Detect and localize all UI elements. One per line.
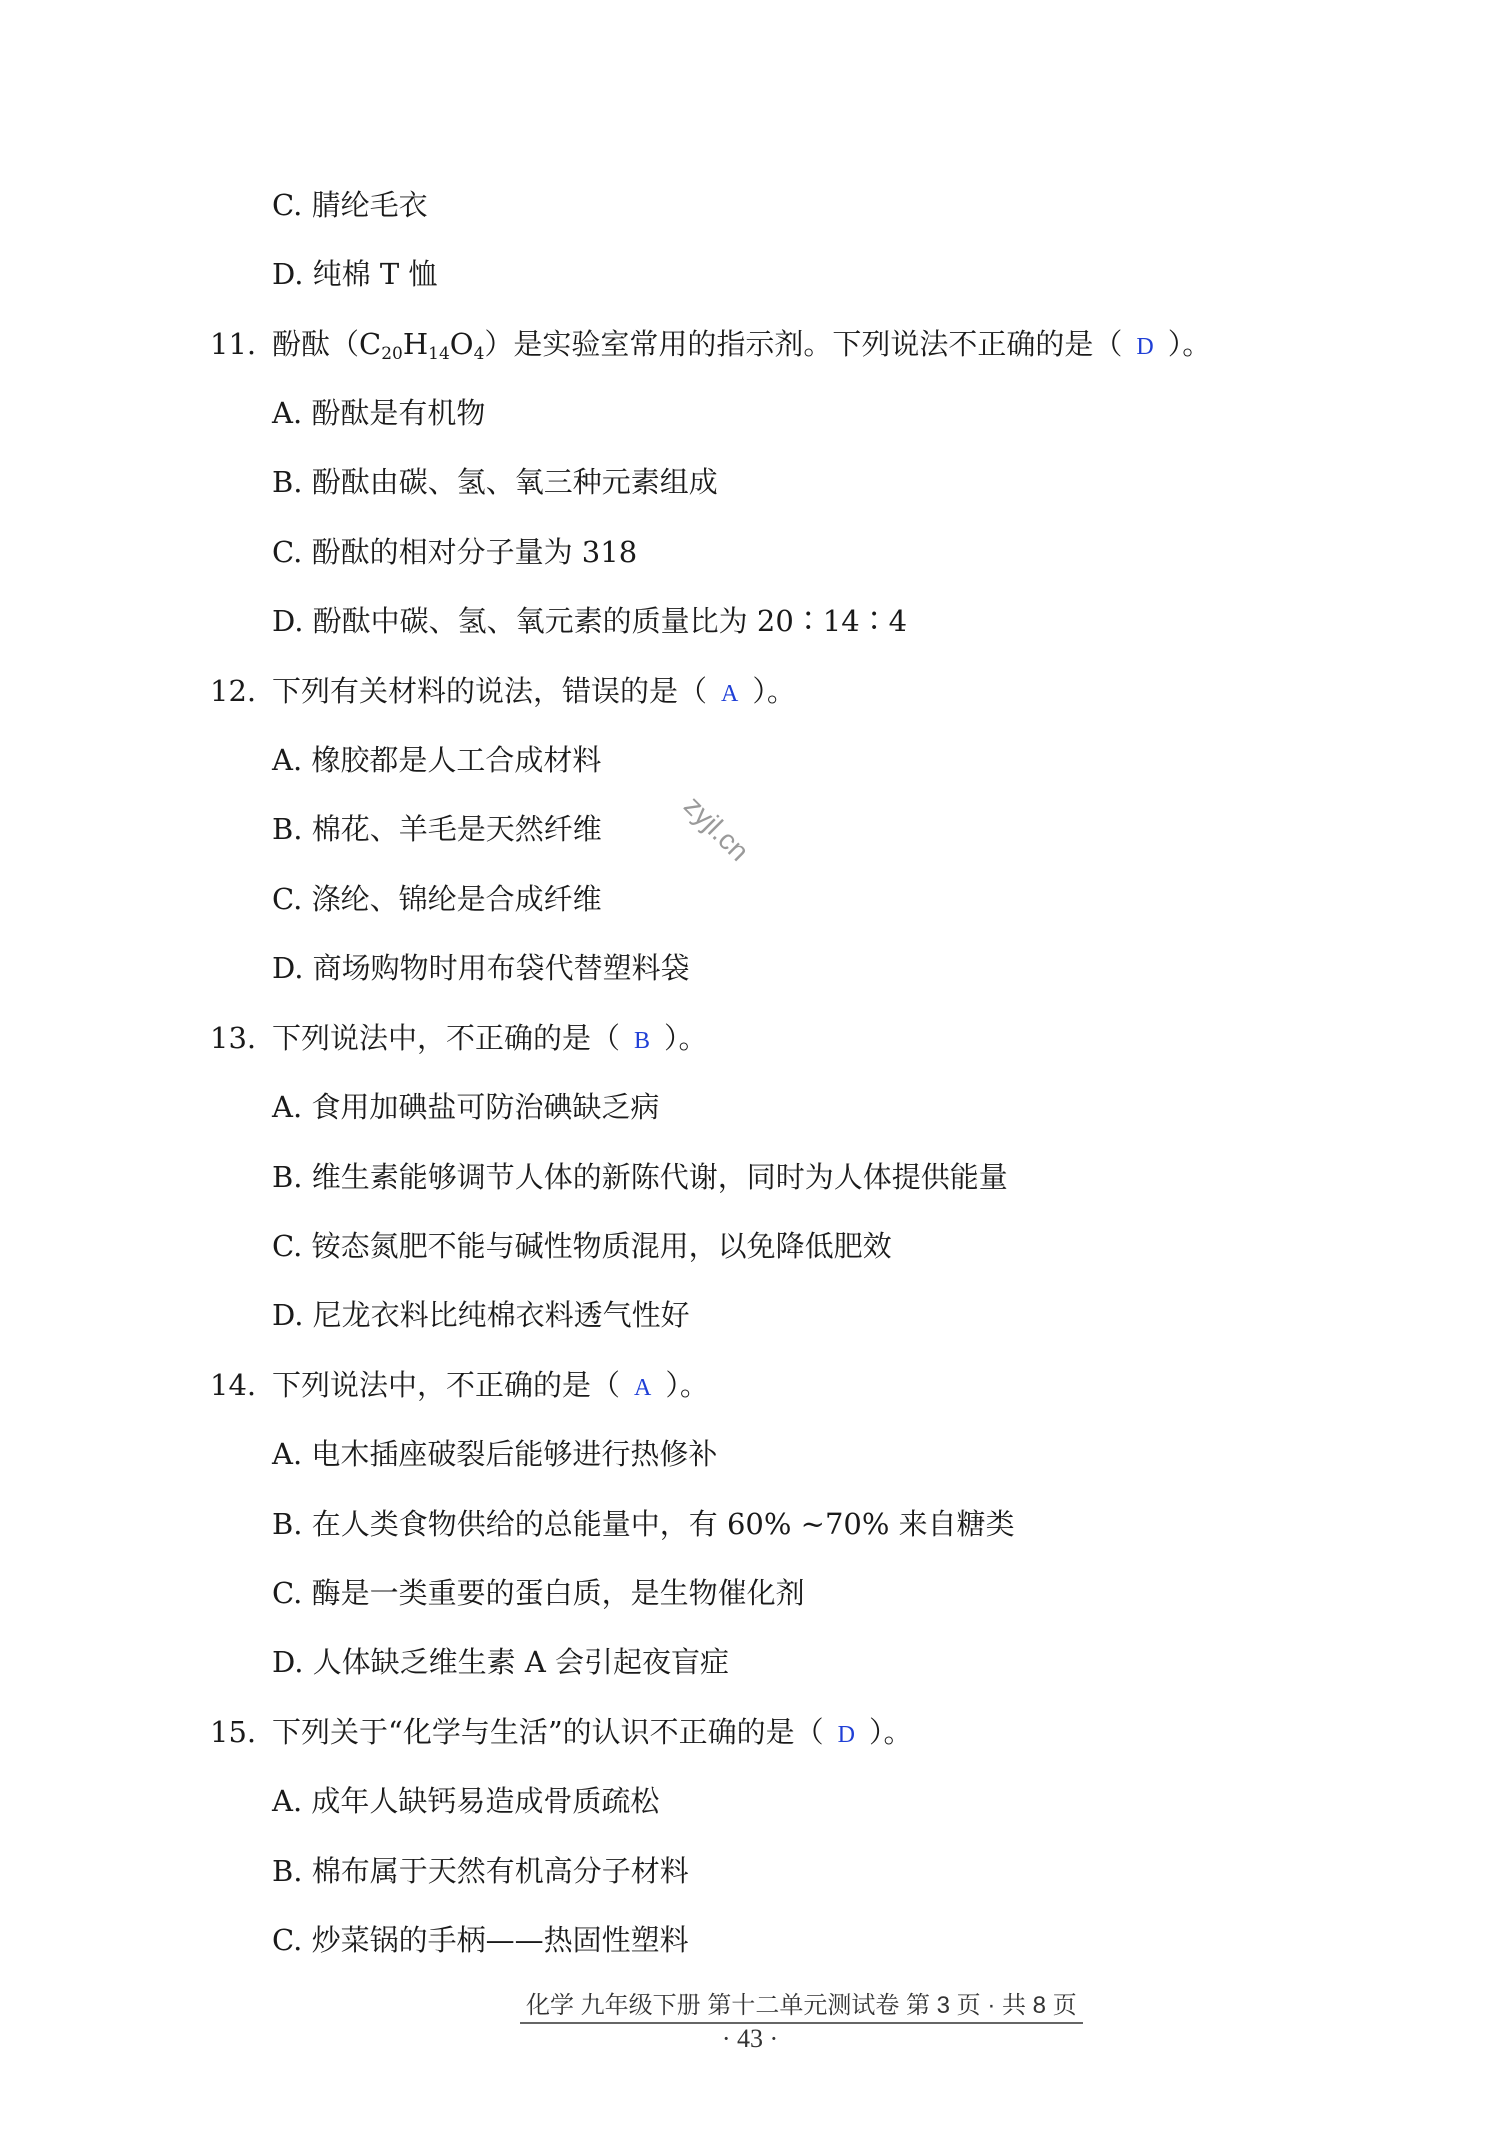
q13-option-a: A. 食用加碘盐可防治碘缺乏病: [272, 1090, 660, 1124]
q12-option-c: C. 涤纶、锦纶是合成纤维: [272, 882, 602, 916]
question-14-stem: [210, 1365, 709, 1408]
question-number: 12.: [210, 674, 257, 708]
q10-option-d: D. 纯棉 T 恤: [272, 257, 438, 291]
q11-option-a: A. 酚酞是有机物: [272, 396, 486, 430]
q11-option-c: C. 酚酞的相对分子量为 318: [272, 535, 638, 569]
stem-text: 酚酞（C: [272, 327, 382, 361]
q12-option-a: A. 橡胶都是人工合成材料: [272, 743, 602, 777]
question-13-stem: [210, 1018, 708, 1061]
stem-text: 下列说法中，不正确的是（: [272, 1368, 621, 1402]
q15-option-b: B. 棉布属于天然有机高分子材料: [272, 1854, 689, 1888]
stem-text: ）。: [869, 1715, 913, 1749]
stem-text: 下列有关材料的说法，错误的是（: [272, 674, 708, 708]
question-11-stem: [210, 324, 1211, 374]
stem-text: 下列关于“化学与生活”的认识不正确的是（: [272, 1715, 824, 1749]
q12-option-d: D. 商场购物时用布袋代替塑料袋: [272, 951, 690, 985]
subscript: 4: [473, 344, 485, 364]
watermark: zyjl.cn: [678, 790, 756, 867]
q11-option-d: D. 酚酞中碳、氢、氧元素的质量比为 20∶14∶4: [272, 604, 908, 638]
stem-text: ）是实验室常用的指示剂。下列说法不正确的是（: [484, 327, 1123, 361]
stem-text: ）。: [1167, 327, 1212, 361]
stem-text: 下列说法中，不正确的是（: [272, 1021, 621, 1055]
stem-text: ）。: [664, 1021, 708, 1055]
stem-text: ）。: [752, 674, 796, 708]
q12-option-b: B. 棉花、羊毛是天然纤维: [272, 812, 602, 846]
stem-text: H: [402, 327, 429, 361]
q14-option-c: C. 酶是一类重要的蛋白质，是生物催化剂: [272, 1576, 805, 1610]
answer-mark: D: [837, 1722, 855, 1748]
page-number: · 43 ·: [721, 2024, 779, 2053]
answer-mark: B: [634, 1028, 651, 1054]
q13-option-c: C. 铵态氮肥不能与碱性物质混用，以免降低肥效: [272, 1229, 892, 1263]
question-15-stem: [210, 1712, 913, 1755]
stem-text: O: [449, 327, 474, 361]
footer-title: 化学 九年级下册 第十二单元测试卷 第 3 页 · 共 8 页: [520, 1985, 1083, 2024]
question-number: 11.: [210, 327, 257, 361]
q14-option-d: D. 人体缺乏维生素 A 会引起夜盲症: [272, 1645, 730, 1679]
question-number: 15.: [210, 1715, 257, 1749]
subscript: 20: [381, 344, 403, 364]
answer-mark: D: [1136, 334, 1154, 360]
question-number: 13.: [210, 1021, 257, 1055]
q11-option-b: B. 酚酞由碳、氢、氧三种元素组成: [272, 465, 718, 499]
q10-option-c: C. 腈纶毛衣: [272, 188, 428, 222]
question-number: 14.: [210, 1368, 257, 1402]
q14-option-b: B. 在人类食物供给的总能量中，有 60% ~70% 来自糖类: [272, 1507, 1015, 1541]
answer-mark: A: [634, 1375, 652, 1401]
answer-mark: A: [721, 681, 739, 707]
q14-option-a: A. 电木插座破裂后能够进行热修补: [272, 1437, 718, 1471]
q15-option-c: C. 炒菜锅的手柄——热固性塑料: [272, 1923, 689, 1957]
question-12-stem: [210, 671, 796, 714]
q13-option-d: D. 尼龙衣料比纯棉衣料透气性好: [272, 1298, 690, 1332]
stem-text: ）。: [665, 1368, 709, 1402]
subscript: 14: [428, 344, 450, 364]
q15-option-a: A. 成年人缺钙易造成骨质疏松: [272, 1784, 660, 1818]
q13-option-b: B. 维生素能够调节人体的新陈代谢，同时为人体提供能量: [272, 1160, 1008, 1194]
